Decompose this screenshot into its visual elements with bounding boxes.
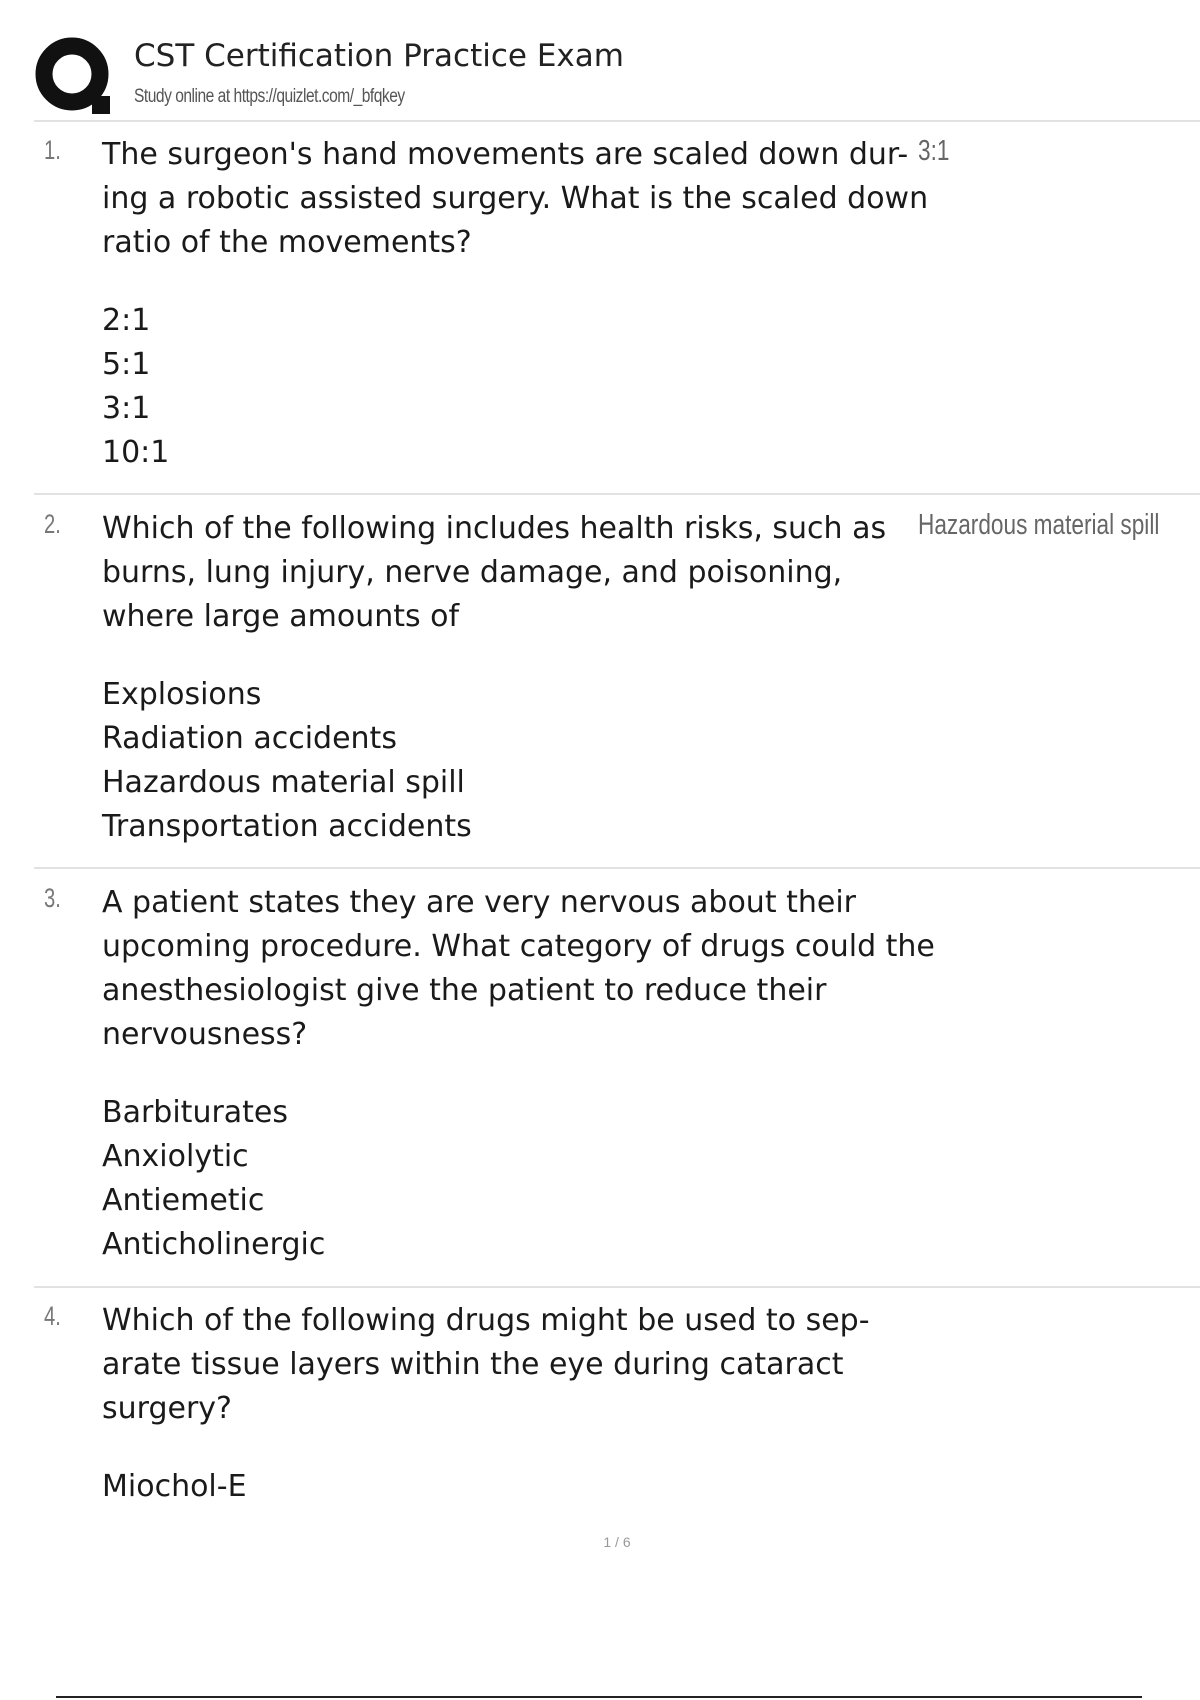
question-text: Which of the following drugs might be used to sep- arate tissue layers within the eye during cataract surgery?: [102, 1303, 870, 1426]
divider: [34, 1286, 1200, 1288]
answer-text: 3:1: [918, 135, 950, 167]
option-item: Radiation accidents: [102, 721, 397, 756]
options-list: [102, 1465, 247, 1509]
option-item: 5:1: [102, 347, 151, 382]
option-item: Transportation accidents: [102, 809, 472, 844]
footer-divider: [56, 1696, 1142, 1698]
question-number: 2.: [44, 509, 61, 539]
question-text: A patient states they are very nervous about their upcoming procedure. What category of drugs could the anesthesiologist give the patient to reduce their nervousness?: [102, 885, 935, 1052]
quizlet-logo-icon: [34, 36, 114, 116]
page-header: [34, 36, 1200, 116]
question-text: Which of the following includes health risks, such as burns, lung injury, nerve damage, and poisoning, where large amounts of: [102, 511, 887, 634]
option-item: Barbiturates: [102, 1095, 289, 1130]
divider: [34, 867, 1200, 869]
question-number: 3.: [44, 883, 61, 913]
study-link[interactable]: Study online at https://quizlet.com/_bfqkey: [134, 86, 405, 107]
option-item: 10:1: [102, 435, 170, 470]
question-number: 4.: [44, 1301, 61, 1331]
option-item: Miochol-E: [102, 1469, 247, 1504]
options-list: [102, 1091, 325, 1267]
options-list: [102, 299, 169, 475]
question-text: The surgeon's hand movements are scaled down dur- ing a robotic assisted surgery. What is the scaled down ratio of the movements?: [102, 137, 929, 260]
option-item: Anticholinergic: [102, 1227, 326, 1262]
option-item: 2:1: [102, 303, 151, 338]
page-number: 1 / 6: [603, 1534, 631, 1550]
answer-text: Hazardous material spill: [918, 509, 1160, 541]
option-item: 3:1: [102, 391, 151, 426]
option-item: Explosions: [102, 677, 262, 712]
divider: [34, 120, 1200, 122]
question-number: 1.: [44, 135, 61, 165]
divider: [34, 493, 1200, 495]
page-title: CST Certification Practice Exam: [134, 38, 624, 74]
option-item: Antiemetic: [102, 1183, 265, 1218]
options-list: [102, 673, 472, 849]
option-item: Anxiolytic: [102, 1139, 249, 1174]
option-item: Hazardous material spill: [102, 765, 465, 800]
